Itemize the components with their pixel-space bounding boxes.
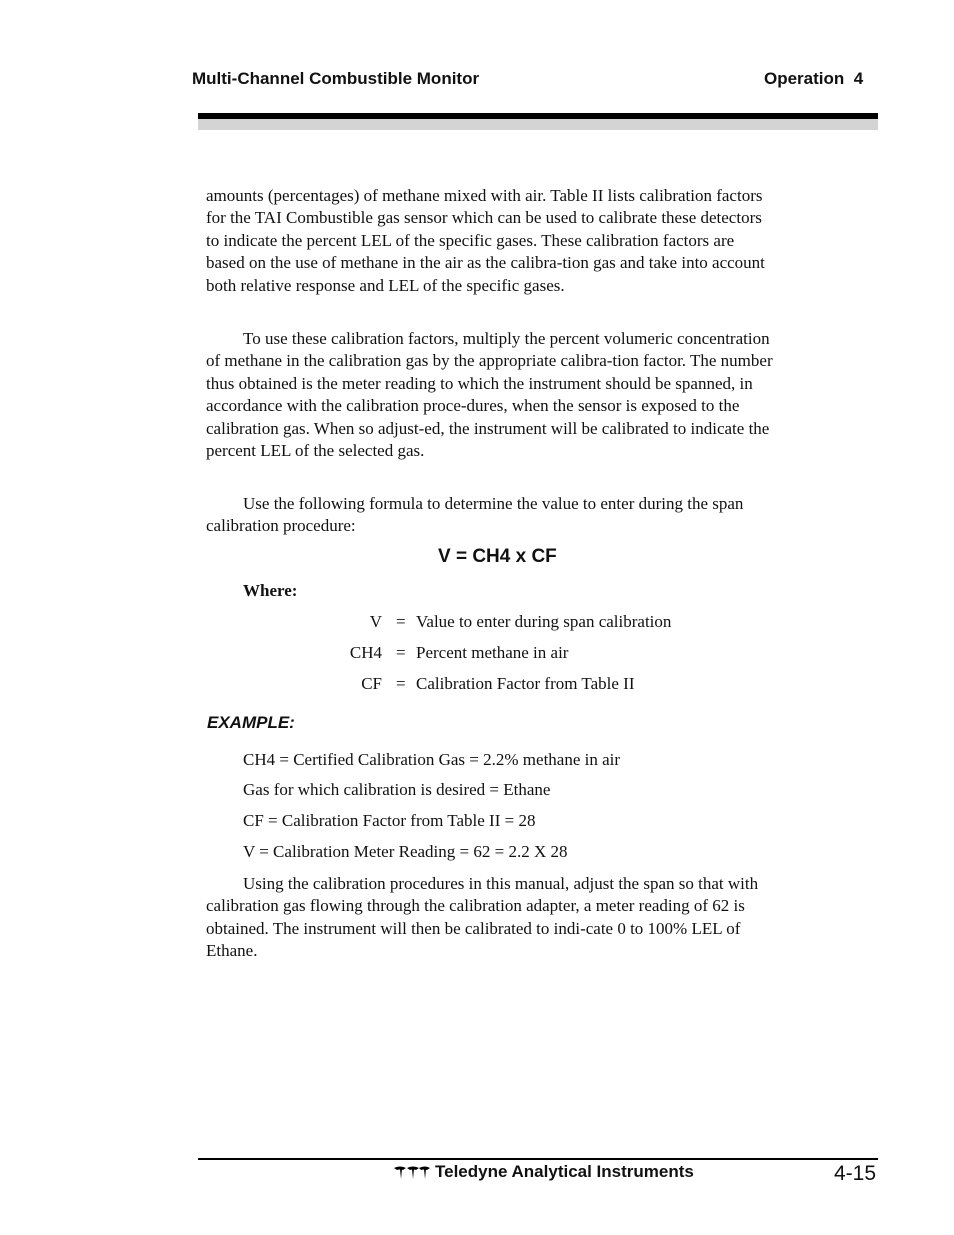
paragraph-4-text: Using the calibration procedures in this manual, adjust the span so that with calibration gas flowing through the calibration adapter, a meter reading of 62 is obtained. The instrument will then be calibrated to indi-cate 0 to 100% LEL of Ethane. xyxy=(206,874,759,961)
formula: V = CH4 x CF xyxy=(438,546,557,567)
example-label: EXAMPLE: xyxy=(207,713,295,732)
definition-term: CF xyxy=(361,674,382,693)
teledyne-logo-icon xyxy=(393,1164,431,1180)
definition-desc: Value to enter during span calibration xyxy=(416,612,672,631)
definition-equals: = xyxy=(396,643,406,662)
page-number: 4-15 xyxy=(834,1162,877,1185)
definition-equals: = xyxy=(396,674,406,693)
paragraph-3 xyxy=(206,493,776,538)
example-line: V = Calibration Meter Reading = 62 = 2.2 X 28 xyxy=(243,842,568,861)
header-shade-bar xyxy=(198,119,878,130)
definition-term: CH4 xyxy=(349,643,382,662)
paragraph-1 xyxy=(206,185,776,297)
definition-desc: Percent methane in air xyxy=(416,643,569,662)
definition-desc: Calibration Factor from Table II xyxy=(416,674,635,693)
header-section: Operation 4 xyxy=(764,69,864,88)
paragraph-4 xyxy=(206,873,776,963)
footer-company: Teledyne Analytical Instruments xyxy=(435,1162,694,1181)
example-line: CH4 = Certified Calibration Gas = 2.2% methane in air xyxy=(243,750,621,769)
example-line: Gas for which calibration is desired = Ethane xyxy=(243,780,551,799)
paragraph-2-text: To use these calibration factors, multiply the percent volumeric concentration of methane in the calibration gas by the appropriate calibra-tion factor. The number thus obtained is the meter reading to which the instrument should be spanned, in accordance with the calibration proce-dures, when the sensor is exposed to the calibration gas. When so adjust-ed, the instrument will be calibrated to indicate the percent LEL of the selected gas. xyxy=(206,329,773,461)
definition-term: V xyxy=(369,612,382,631)
footer-rule xyxy=(198,1158,878,1160)
paragraph-3-text: Use the following formula to determine the value to enter during the span calibration procedure: xyxy=(206,494,744,536)
example-line: CF = Calibration Factor from Table II = 28 xyxy=(243,811,536,830)
definition-equals: = xyxy=(396,612,406,631)
footer xyxy=(393,1162,694,1182)
paragraph-2 xyxy=(206,328,776,462)
header-title: Multi-Channel Combustible Monitor xyxy=(192,69,480,88)
paragraph-1-text: amounts (percentages) of methane mixed with air. Table II lists calibration factors for the TAI Combustible gas sensor which can be used to calibrate these detectors to indicate the percent LEL of the specific gases. These calibration factors are based on the use of methane in the air as the calibra-tion gas and take into account both relative response and LEL of the specific gases. xyxy=(206,186,765,295)
where-label: Where: xyxy=(243,581,298,600)
